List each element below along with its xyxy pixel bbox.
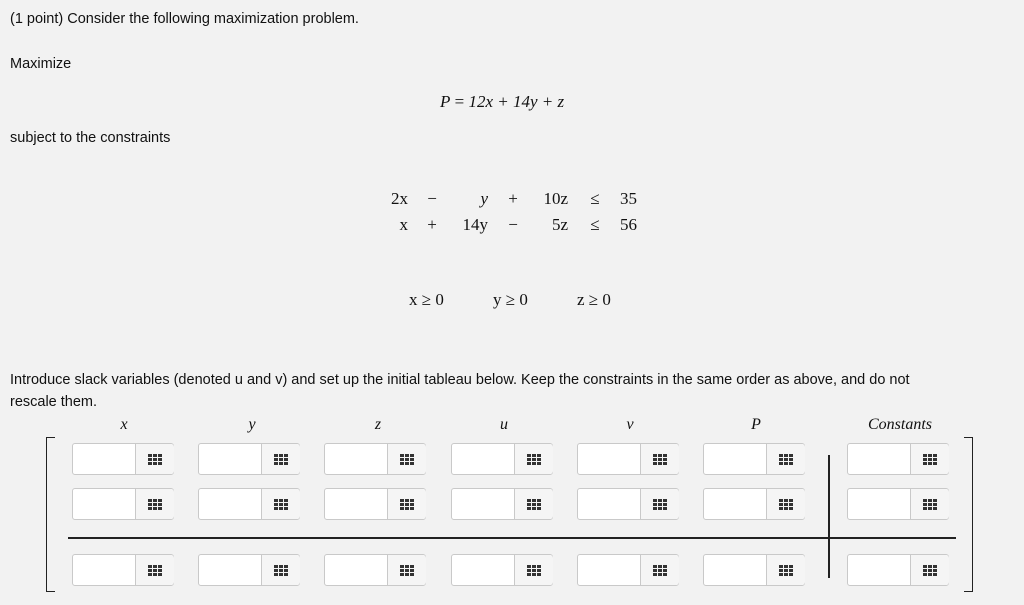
keypad-icon[interactable] (261, 489, 300, 519)
constraint-1-rhs: 35 (620, 189, 637, 208)
tableau-header-v: v (626, 416, 634, 433)
tableau-header-p: P (751, 416, 761, 433)
nonneg-y: y ≥ 0 (493, 290, 528, 309)
tableau-input-r2-x[interactable] (73, 489, 141, 519)
constraint-2-term2: 14y (462, 215, 488, 234)
constraint-1-term3: 10z (543, 189, 568, 208)
tableau-input-r1-p[interactable] (704, 444, 772, 474)
matrix-right-bracket (964, 437, 973, 592)
constraint-2-term3: 5z (551, 215, 568, 234)
keypad-icon[interactable] (261, 444, 300, 474)
tableau-input-r3-z[interactable] (325, 555, 393, 585)
tableau-input-r3-constants[interactable] (848, 555, 916, 585)
matrix-left-bracket (46, 437, 55, 592)
tableau-input-r1-v[interactable] (578, 444, 646, 474)
tableau-cell-r2-v (577, 488, 679, 520)
keypad-icon[interactable] (640, 555, 679, 585)
tableau-cell-r1-z (324, 443, 426, 475)
constraint-1-op2: + (508, 189, 518, 208)
tableau-input-r2-p[interactable] (704, 489, 772, 519)
keypad-icon[interactable] (514, 489, 553, 519)
tableau-input-r3-p[interactable] (704, 555, 772, 585)
keypad-icon[interactable] (387, 555, 426, 585)
subject-label: subject to the constraints (10, 130, 171, 146)
keypad-icon[interactable] (640, 444, 679, 474)
keypad-icon[interactable] (135, 444, 174, 474)
constraint-2-op2: − (508, 215, 518, 234)
tableau-input-r3-u[interactable] (452, 555, 520, 585)
keypad-icon[interactable] (135, 555, 174, 585)
keypad-icon[interactable] (261, 555, 300, 585)
keypad-icon[interactable] (514, 444, 553, 474)
tableau-cell-r2-y (198, 488, 300, 520)
keypad-icon[interactable] (514, 555, 553, 585)
constraint-1-term1: 2x (391, 189, 408, 208)
objective-lhs: P (440, 92, 451, 111)
constraint-2-relation: ≤ (590, 215, 600, 234)
keypad-icon[interactable] (640, 489, 679, 519)
tableau-cell-r3-u (451, 554, 553, 586)
tableau-cell-r3-constants (847, 554, 949, 586)
tableau-cell-r2-x (72, 488, 174, 520)
tableau-input-r3-y[interactable] (199, 555, 267, 585)
nonneg-z: z ≥ 0 (577, 290, 611, 309)
tableau-input-r2-constants[interactable] (848, 489, 916, 519)
constraint-1-op1: − (427, 189, 437, 208)
tableau-header-u: u (500, 416, 508, 433)
tableau-cell-r1-u (451, 443, 553, 475)
nonneg-x: x ≥ 0 (409, 290, 444, 309)
constraint-2-op1: + (427, 215, 437, 234)
tableau-input-r3-v[interactable] (578, 555, 646, 585)
tableau-cell-r2-z (324, 488, 426, 520)
tableau-input-r1-z[interactable] (325, 444, 393, 474)
tableau-cell-r2-u (451, 488, 553, 520)
constraint-1-relation: ≤ (590, 189, 600, 208)
maximize-label: Maximize (10, 56, 72, 72)
tableau-cell-r1-y (198, 443, 300, 475)
instructions-line-2: rescale them. (10, 394, 98, 410)
tableau-input-r2-z[interactable] (325, 489, 393, 519)
tableau-header-x: x (120, 416, 128, 433)
problem-intro: (1 point) Consider the following maximization problem. (10, 11, 359, 27)
tableau-input-r1-y[interactable] (199, 444, 267, 474)
keypad-icon[interactable] (387, 444, 426, 474)
keypad-icon[interactable] (910, 444, 949, 474)
tableau-cell-r1-p (703, 443, 805, 475)
tableau-cell-r2-constants (847, 488, 949, 520)
tableau-header-z: z (374, 416, 382, 433)
tableau-cell-r2-p (703, 488, 805, 520)
tableau-cell-r3-z (324, 554, 426, 586)
keypad-icon[interactable] (910, 489, 949, 519)
tableau-cell-r1-x (72, 443, 174, 475)
keypad-icon[interactable] (135, 489, 174, 519)
keypad-icon[interactable] (910, 555, 949, 585)
matrix-vertical-divider (828, 455, 830, 578)
keypad-icon[interactable] (387, 489, 426, 519)
tableau-cell-r3-x (72, 554, 174, 586)
tableau-cell-r3-y (198, 554, 300, 586)
keypad-icon[interactable] (766, 444, 805, 474)
objective-rhs: 12x + 14y + z (468, 92, 565, 111)
tableau-input-r2-u[interactable] (452, 489, 520, 519)
objective-eq: = (454, 92, 465, 111)
constraint-2-rhs: 56 (620, 215, 637, 234)
tableau-header-y: y (248, 416, 256, 433)
tableau-cell-r3-p (703, 554, 805, 586)
keypad-icon[interactable] (766, 489, 805, 519)
tableau-cell-r1-constants (847, 443, 949, 475)
tableau-cell-r1-v (577, 443, 679, 475)
constraint-2-term1: x (399, 215, 408, 234)
objective-function (440, 92, 564, 112)
instructions-line-1: Introduce slack variables (denoted u and v) and set up the initial tableau below. Keep the constraints in the same order as above, and do not (10, 372, 910, 388)
keypad-icon[interactable] (766, 555, 805, 585)
constraint-1-term2: y (480, 189, 488, 208)
matrix-horizontal-divider (68, 537, 956, 539)
tableau-input-r1-constants[interactable] (848, 444, 916, 474)
tableau-input-r2-v[interactable] (578, 489, 646, 519)
tableau-input-r1-x[interactable] (73, 444, 141, 474)
tableau-input-r1-u[interactable] (452, 444, 520, 474)
tableau-header-constants: Constants (867, 416, 932, 433)
tableau-cell-r3-v (577, 554, 679, 586)
tableau-input-r3-x[interactable] (73, 555, 141, 585)
tableau-input-r2-y[interactable] (199, 489, 267, 519)
